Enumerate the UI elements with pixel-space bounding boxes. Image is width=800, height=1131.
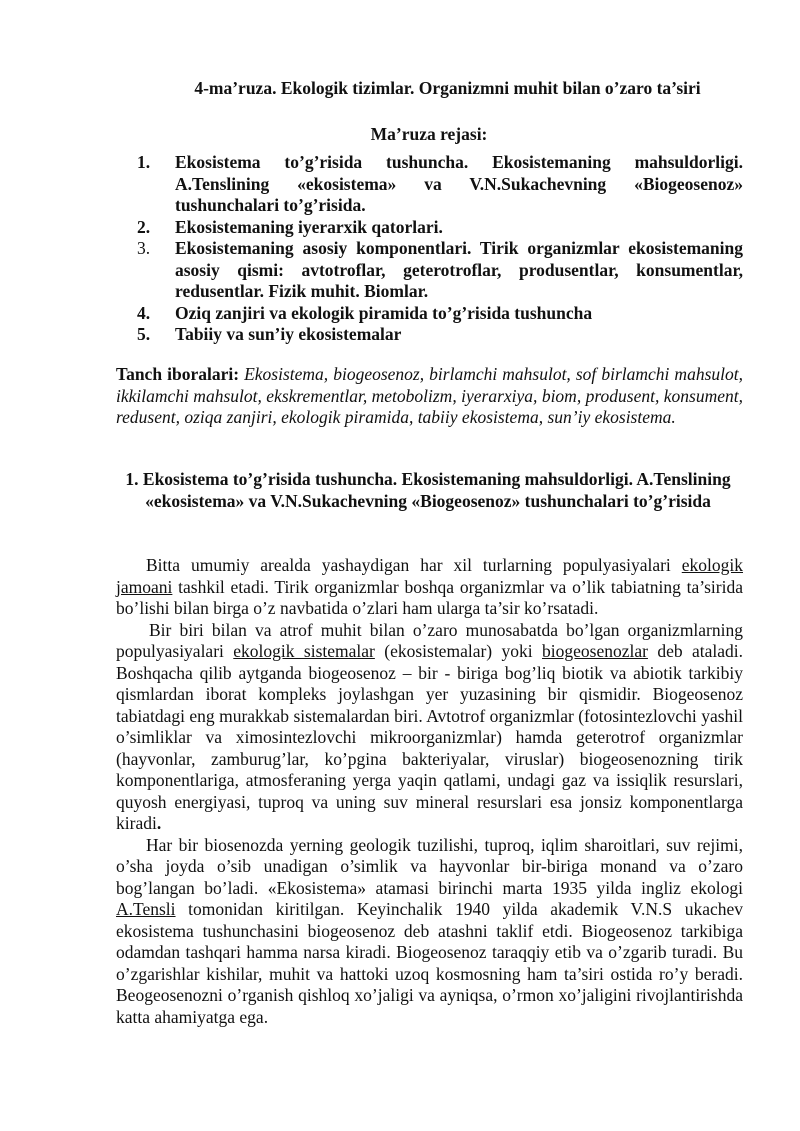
lecture-title: 4-ma’ruza. Ekologik tizimlar. Organizmni muhit bilan o’zaro ta’siri bbox=[194, 78, 701, 98]
body-paragraph: Bir biri bilan va atrof muhit bilan o’zaro munosabatda bo’lgan organizmlarning populyasiyalari ekologik sistemalar (ekosistemalar) yoki biogeosenozlar deb ataladi. Boshqacha qilib aytganda biogeosenoz – bir - biriga bog’liq biotik va abiotik tarkibiy qismlardan iborat kompleks joylashgan yer yuzasining bir qismidir. Biogeosenoz tabiatdagi eng murakkab sistemalardan biri. Avtotrof organizmlar (fotosintezlovchi yashil o’simliklar va ximosintezlovchi mikroorganizmlar) hamda geterotrof organizmlar (hayvonlar, zamburug’lar, ko’pgina bakteriyalar, viruslar) biogeosenozning tirik komponentlariga, atmosferaning yerga yaqin qatlami, undagi gaz va issiqlik resurslari, quyosh energiyasi, tuproq va uning suv mineral resurslari esa jonsiz komponentlarga kiradi. bbox=[116, 619, 744, 833]
tensli-link[interactable]: A.Tensli bbox=[116, 899, 176, 919]
ekologik-sistemalar-link[interactable]: ekologik sistemalar bbox=[233, 641, 375, 661]
section-body bbox=[116, 555, 743, 1028]
keywords-text: Ekosistema, biogeosenoz, birlamchi mahsulot, sof birlamchi mahsulot, ikkilamchi mahsulot, ekskrementlar, metobolizm, iyerarxiya, biom, produsent, konsument, redusent, oziqa zanjiri, ekologik piramida, tabiiy ekosistema, sun’iy ekosistema. bbox=[116, 364, 743, 427]
ekologik-jamoa-link[interactable]: ekologik jamoani bbox=[116, 555, 743, 597]
plan-item bbox=[137, 303, 743, 325]
lecture-plan-list bbox=[137, 152, 743, 346]
plan-item bbox=[137, 238, 743, 303]
plan-item-text: Ekosistemaning iyerarxik qatorlari. bbox=[175, 216, 443, 237]
plan-item-number: 5. bbox=[137, 324, 151, 344]
keywords-label: Tanch iboralari: bbox=[116, 364, 240, 384]
body-paragraph: Har bir biosenozda yerning geologik tuzilishi, tuproq, iqlim sharoitlari, suv rejimi, o’sha joyda o’sib unadigan o’simlik va hayvonlar bir-biriga monand va o’zaro bog’langan bo’ladi. «Ekosistema» atamasi birinchi marta 1935 yilda ingliz ekologi A.Tensli tomonidan kiritilgan. Keyinchalik 1940 yilda akademik V.N.S ukachev ekosistema tushunchasini biogeosenoz deb atashni taklif etdi. Biogeosenoz tarkibiga odamdan tashqari hamma narsa kiradi. Biogeosenoz taraqqiy etib va o’zgarib turadi. Bu o’zgarishlar kishilar, muhit va hattoki uzoq kosmosning ham ta’siri ostida ro’y beradi. Beogeosenozni o’rganish qishloq xo’jaligi va ayniqsa, o’rmon xo’jaligini rivojlantirishda katta ahamiyatga ega. bbox=[116, 834, 743, 1027]
plan-item bbox=[137, 152, 743, 217]
plan-heading: Ma’ruza rejasi: bbox=[370, 124, 488, 144]
plan-item-text: Tabiiy va sun’iy ekosistemalar bbox=[175, 324, 402, 344]
plan-item-text: Oziq zanjiri va ekologik piramida to’g’risida tushuncha bbox=[175, 302, 593, 323]
plan-item-number: 1. bbox=[137, 152, 151, 172]
biogeosenozlar-link[interactable]: biogeosenozlar bbox=[542, 641, 648, 661]
section-heading: 1. Ekosistema to’g’risida tushuncha. Ekosistemaning mahsuldorligi. A.Tenslining «ekosistema» va V.N.Sukachevning «Biogeosenoz» tushunchalari to’g’risida bbox=[125, 469, 731, 511]
plan-item-number: 3. bbox=[137, 238, 151, 258]
keywords-paragraph bbox=[116, 364, 743, 429]
plan-item bbox=[137, 217, 743, 239]
plan-item bbox=[137, 324, 743, 346]
plan-item-number: 2. bbox=[137, 216, 151, 237]
plan-item-text: Ekosistemaning asosiy komponentlari. Tirik organizmlar ekosistemaning asosiy qismi: avtotroflar, geterotroflar, produsentlar, konsumentlar, redusentlar. Fizik muhit. Biomlar. bbox=[175, 238, 743, 301]
body-paragraph: Bitta umumiy arealda yashaydigan har xil turlarning populyasiyalari ekologik jamoani tashkil etadi. Tirik organizmlar boshqa organizmlar va o’lik tabiatning ta’sirida bo’lishi bilan birga o’z navbatida o’zlari ham ularga ta’sir ko’rsatadi. bbox=[116, 555, 743, 618]
plan-item-text: Ekosistema to’g’risida tushuncha. Ekosistemaning mahsuldorligi. A.Tenslining «ekosistema» va V.N.Sukachevning «Biogeosenoz» tushunchalari to’g’risida. bbox=[175, 152, 743, 215]
plan-item-number: 4. bbox=[137, 302, 151, 323]
